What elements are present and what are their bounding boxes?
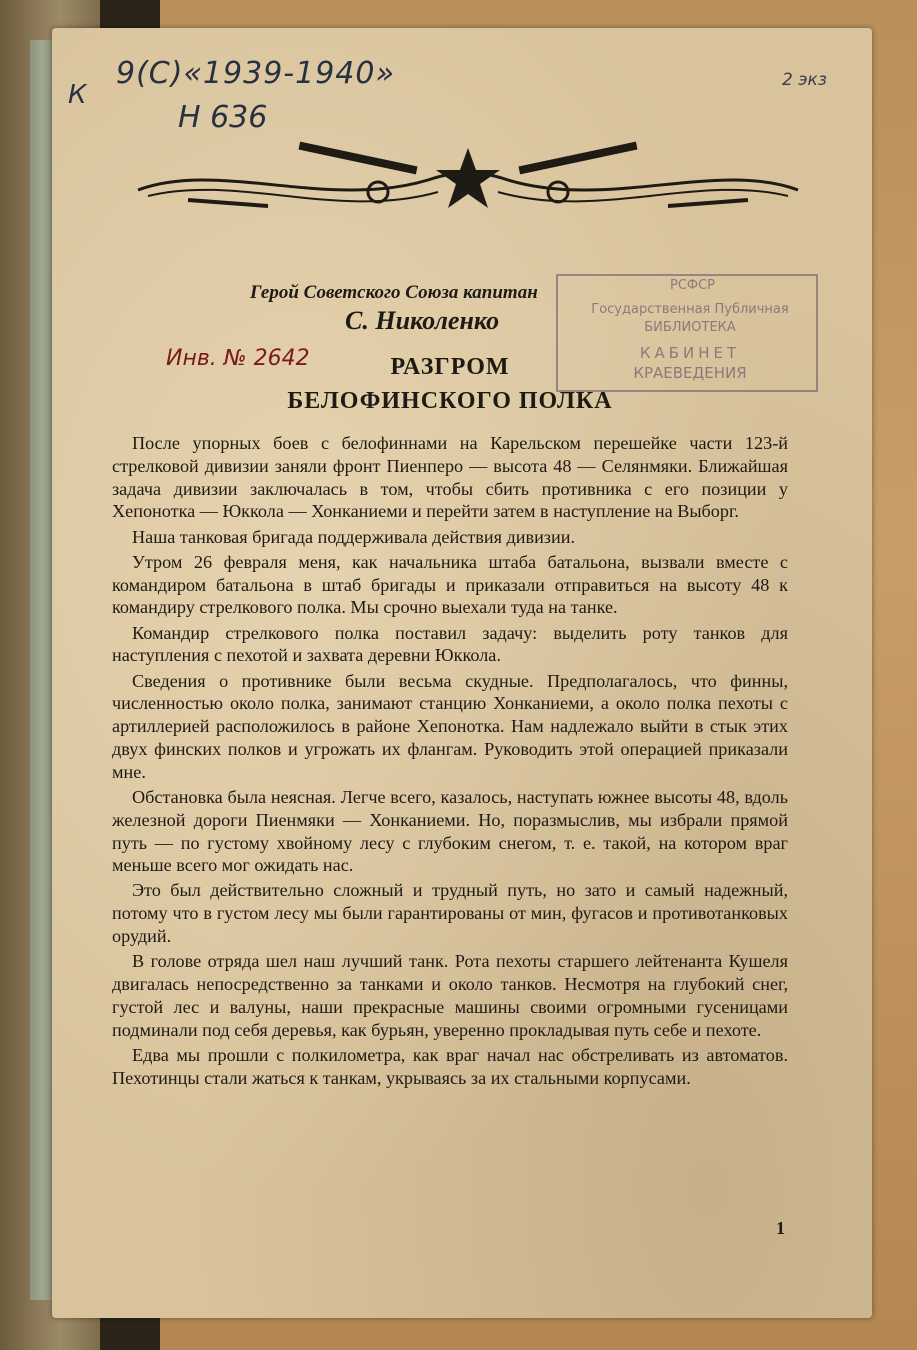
article-body: [112, 432, 788, 1092]
handwritten-side-mark: К: [68, 80, 87, 110]
handwritten-classification: 9(С)«1939-1940»: [116, 56, 395, 91]
stamp-line-1: РСФСР: [670, 278, 716, 293]
stamp-line-5: КРАЕВЕДЕНИЯ: [633, 364, 747, 382]
paragraph: Едва мы прошли с полкилометра, как враг начал нас обстреливать из автоматов. Пехотинцы стали жаться к танкам, укрываясь за их стальными корпусами.: [112, 1044, 788, 1088]
author-rank: Герой Советского Союза капитан: [250, 282, 538, 303]
paragraph: Утром 26 февраля меня, как начальника штаба батальона, вызвали вместе с командиром батальона в штаб бригады и приказали отправиться на высоту 48 к командиру стрелкового полка. Мы срочно выехали туда на танке.: [112, 551, 788, 618]
paragraph: Это был действительно сложный и трудный путь, но зато и самый надежный, потому что в густом лесу мы были гарантированы от мин, фугасов и противотанковых орудий.: [112, 880, 788, 947]
paragraph: Командир стрелкового полка поставил задачу: выделить роту танков для наступления с пехотой и захвата деревни Юккола.: [112, 622, 788, 666]
stamp-line-2: Государственная Публичная: [591, 302, 789, 317]
handwritten-code: Н 636: [178, 100, 268, 135]
paragraph: Обстановка была неясная. Легче всего, казалось, наступать южнее высоты 48, вдоль железной дороги Пиенмяки — Хонканиеми. Но, поразмыслив, мы избрали прямой путь — по густому хвойному лесу с глубоким снегом, т. е. такой, на котором враг меньше всего мог ожидать нас.: [112, 786, 788, 876]
paragraph: После упорных боев с белофиннами на Карельском перешейке части 123-й стрелковой дивизии заняли фронт Пиенперо — высота 48 — Селянмяки. Ближайшая задача дивизии заключалась в том, чтобы сбить противника с его позиции у Хепонотка — Юккола — Хонканиеми и перейти затем в наступление на Выборг.: [112, 433, 788, 522]
stamp-line-3: БИБЛИОТЕКА: [644, 320, 736, 335]
paragraph: Сведения о противнике были весьма скудные. Предполагалось, что финны, численностью около полка, занимают станцию Хонканиеми, а около полка пехоты с артиллерией расположилось в районе Хепонотка. Нам надлежало выйти в стык этих двух финских полков и угрожать их флангам. Руководить этой операцией приказали мне.: [112, 670, 788, 782]
title-line-1: РАЗГРОМ: [390, 354, 510, 380]
page-title: [270, 350, 630, 418]
inventory-note: Инв. № 2642: [166, 346, 310, 371]
handwritten-copies: 2 экз: [782, 70, 827, 90]
stamp-line-4: КАБИНЕТ: [639, 344, 741, 362]
military-ornament-icon: [128, 140, 808, 220]
page-number: 1: [776, 1218, 785, 1238]
author-name: С. Николенко: [345, 306, 500, 335]
paragraph: Наша танковая бригада поддерживала действия дивизии.: [132, 526, 575, 547]
cloth-spine-strip: [30, 40, 54, 1300]
paragraph: В голове отряда шел наш лучший танк. Рота пехоты старшего лейтенанта Кушеля двигалась непосредственно за танками и около танков. Несмотря на глубокий снег, густой лес и валуны, наши прекрасные машины своими огромными гусеницами подминали под себя деревья, как бурьян, уверенно прокладывая путь себе и пехоте.: [112, 951, 788, 1040]
title-line-2: БЕЛОФИНСКОГО ПОЛКА: [287, 388, 613, 414]
